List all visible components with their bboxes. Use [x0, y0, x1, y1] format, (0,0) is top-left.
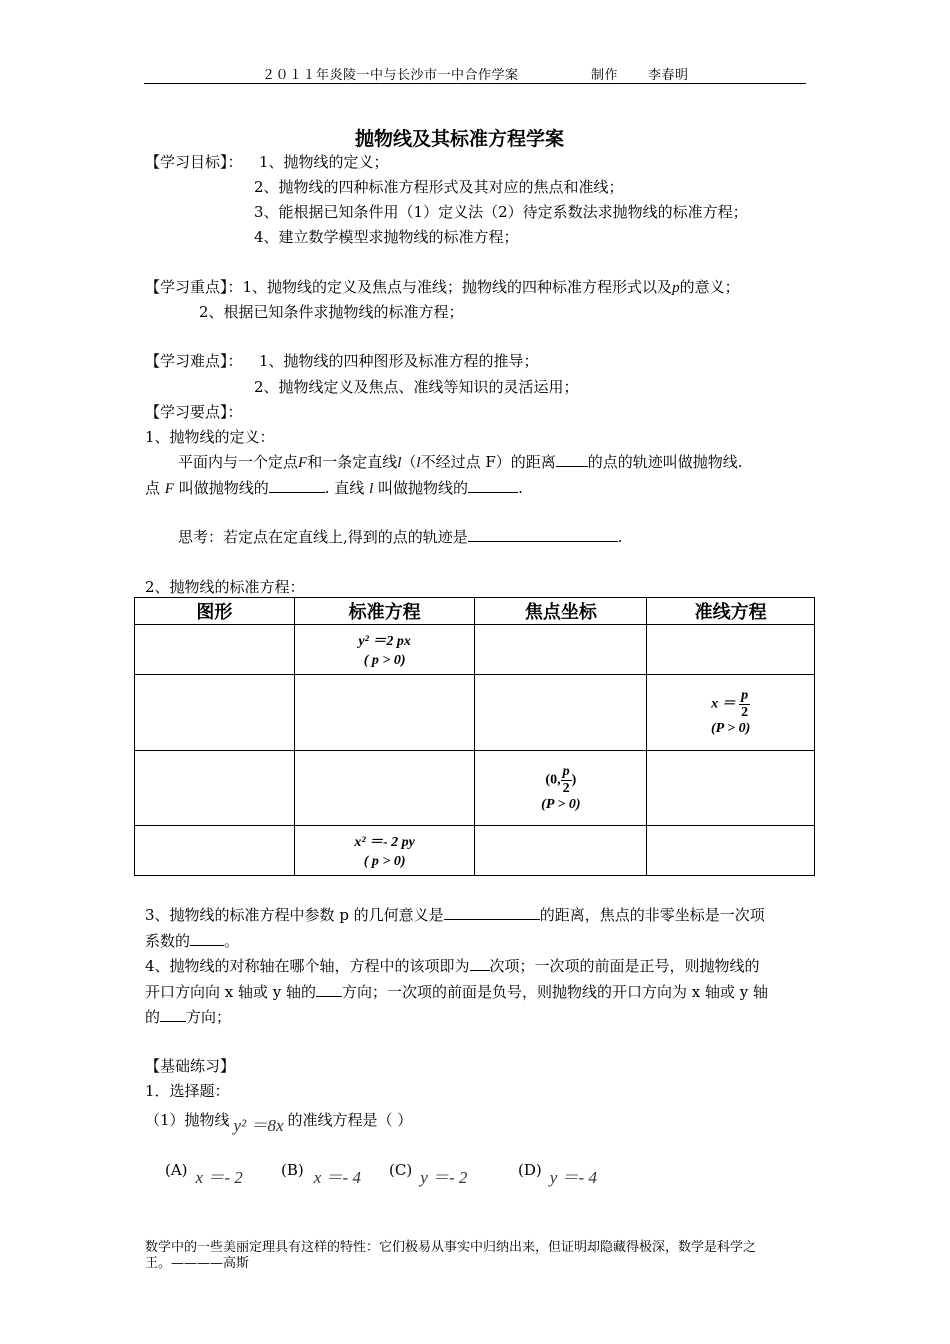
standard-equation-table	[134, 597, 815, 876]
section2-heading: 2、抛物线的标准方程：	[145, 578, 305, 596]
blank-6[interactable]	[190, 930, 224, 946]
cell-figure[interactable]	[135, 625, 295, 675]
objective-item: 3、能根据已知条件用（1）定义法（2）待定系数法求抛物线的标准方程；	[254, 203, 748, 221]
section4-line1: 4、抛物线的对称轴在哪个轴，方程中的该项即为 次项；一次项的前面是正号，则抛物线的	[145, 957, 760, 975]
cell-equation: y² ＝2 px ( p > 0)	[294, 625, 475, 675]
think-line: 思考：若定点在定直线上,得到的点的轨迹是 .	[178, 528, 623, 546]
key-point-item: 2、根据已知条件求抛物线的标准方程；	[199, 303, 464, 321]
difficulties-label: 【学习难点】：	[145, 352, 243, 370]
table-row	[135, 826, 815, 876]
table-row	[135, 675, 815, 751]
blank-4[interactable]	[468, 526, 618, 542]
option-b[interactable]: (B) x ＝- 4	[281, 1161, 361, 1187]
objective-item: 2、抛物线的四种标准方程形式及其对应的焦点和准线；	[254, 178, 624, 196]
page-title: 抛物线及其标准方程学案	[355, 128, 565, 150]
objective-item: 1、抛物线的定义；	[259, 153, 389, 171]
q1-line: （1）抛物线 y² ＝8x 的准线方程是（ ）	[145, 1111, 413, 1135]
cell-directrix[interactable]	[647, 751, 815, 826]
difficulty-item: 1、抛物线的四种图形及标准方程的推导；	[259, 352, 539, 370]
blank-2[interactable]	[269, 477, 325, 493]
essentials-label: 【学习要点】：	[145, 403, 243, 421]
col-header-focus: 焦点坐标	[475, 598, 647, 625]
section3-line2: 系数的 。	[145, 932, 240, 950]
difficulty-item: 2、抛物线定义及焦点、准线等知识的灵活运用；	[254, 378, 579, 396]
cell-focus[interactable]	[475, 826, 647, 876]
blank-7[interactable]	[470, 955, 490, 971]
cell-figure[interactable]	[135, 826, 295, 876]
cell-equation[interactable]	[294, 675, 475, 751]
key-points-label: 【学习重点】：	[145, 278, 243, 296]
col-header-figure: 图形	[135, 598, 295, 625]
option-a[interactable]: (A) x ＝- 2	[165, 1161, 243, 1187]
option-d[interactable]: (D) y ＝- 4	[518, 1161, 597, 1187]
section4-line3: 的 方向；	[145, 1008, 232, 1026]
cell-focus[interactable]	[475, 625, 647, 675]
cell-focus: (0, $\frac{p}{2}$ ) (P > 0)	[475, 751, 647, 826]
header-made-by: 制作	[591, 68, 619, 83]
cell-figure[interactable]	[135, 751, 295, 826]
cell-figure[interactable]	[135, 675, 295, 751]
footer-quote-line2: 王。————高斯	[145, 1256, 250, 1271]
table-row	[135, 751, 815, 826]
key-points-line: 【学习重点】：1、抛物线的定义及焦点与准线；抛物线的四种标准方程形式以及p的意义；	[145, 278, 740, 296]
practice-label: 【基础练习】	[145, 1057, 236, 1075]
cell-equation: x² ＝- 2 py ( p > 0)	[294, 826, 475, 876]
blank-9[interactable]	[160, 1006, 186, 1022]
header-rule	[144, 83, 806, 84]
option-c[interactable]: (C) y ＝- 2	[389, 1161, 468, 1187]
table-header-row	[135, 598, 815, 625]
objectives-label: 【学习目标】：	[145, 153, 243, 171]
table-row	[135, 625, 815, 675]
col-header-directrix: 准线方程	[647, 598, 815, 625]
section3-line1: 3、抛物线的标准方程中参数 p 的几何意义是 的距离，焦点的非零坐标是一次项	[145, 906, 765, 924]
objective-item: 4、建立数学模型求抛物线的标准方程；	[254, 228, 519, 246]
cell-directrix[interactable]	[647, 826, 815, 876]
footer-quote-line1: 数学中的一些美丽定理具有这样的特性：它们极易从事实中归纳出来，但证明却隐藏得极深，数学是科学之	[145, 1240, 757, 1255]
definition-line2: 点 F 叫做抛物线的 . 直线 l 叫做抛物线的 .	[145, 479, 523, 497]
cell-equation[interactable]	[294, 751, 475, 826]
header-author: 李春明	[648, 68, 689, 83]
section1-heading: 1、抛物线的定义：	[145, 428, 275, 446]
blank-8[interactable]	[316, 981, 342, 997]
blank-3[interactable]	[468, 477, 518, 493]
col-header-equation: 标准方程	[294, 598, 475, 625]
q1-heading: 1．选择题：	[145, 1082, 230, 1100]
blank-1[interactable]	[556, 451, 588, 467]
section4-line2: 开口方向向 x 轴或 y 轴的 方向；一次项的前面是负号，则抛物线的开口方向为 x 轴或 y 轴	[145, 983, 769, 1001]
cell-directrix[interactable]	[647, 625, 815, 675]
blank-5[interactable]	[444, 904, 540, 920]
cell-focus[interactable]	[475, 675, 647, 751]
header-title: ２０１１年炎陵一中与长沙市一中合作学案	[262, 68, 519, 83]
definition-line1: 平面内与一个定点F和一条定直线l（l不经过点 F）的距离 的点的轨迹叫做抛物线.	[178, 453, 743, 471]
cell-directrix: x ＝ $\frac{p}{2}$ (P > 0)	[647, 675, 815, 751]
